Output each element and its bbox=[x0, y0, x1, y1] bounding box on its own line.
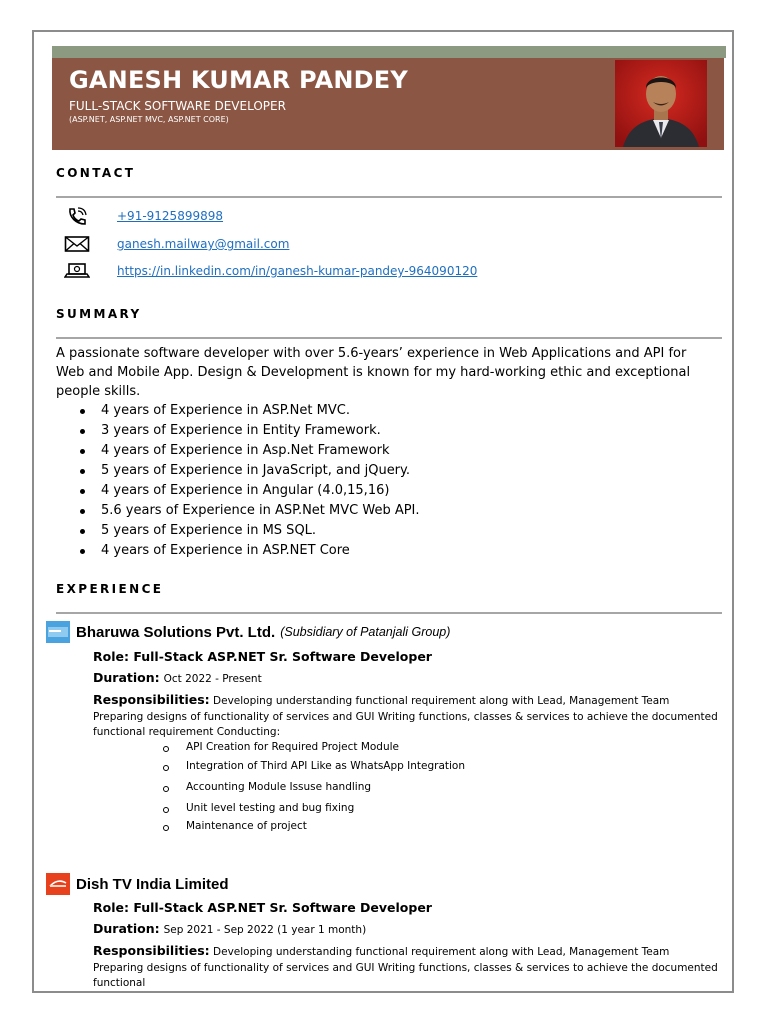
job-1-resp-label: Responsibilities: bbox=[93, 692, 210, 707]
candidate-stack: (ASP.NET, ASP.NET MVC, ASP.NET CORE) bbox=[69, 115, 229, 124]
job-1-company-subsidiary: (Subsidiary of Patanjali Group) bbox=[280, 625, 451, 639]
summary-divider bbox=[56, 337, 722, 339]
job-1-duration-value: Oct 2022 - Present bbox=[163, 673, 262, 685]
candidate-title: FULL-STACK SOFTWARE DEVELOPER bbox=[69, 99, 286, 113]
job-1-resp-text: Developing understanding functional requirement along with Lead, Management Team Preparing designs of functionality of services and GUI Writing functions, classes & services to achieve the documented functional requirement Conducting: bbox=[93, 695, 718, 738]
job-2-duration-label: Duration: bbox=[93, 921, 160, 936]
job-2-duration bbox=[93, 921, 366, 936]
email-link[interactable]: ganesh.mailway@gmail.com bbox=[117, 237, 290, 251]
job-1-task: Unit level testing and bug fixing bbox=[160, 802, 465, 820]
job-2-duration-value: Sep 2021 - Sep 2022 (1 year 1 month) bbox=[163, 924, 367, 936]
job-1-duration-label: Duration: bbox=[93, 670, 160, 685]
dishtv-logo-icon bbox=[46, 873, 70, 895]
job-1-task: Maintenance of project bbox=[160, 820, 465, 838]
summary-bullet-list bbox=[78, 401, 420, 561]
job-2-role: Role: Full-Stack ASP.NET Sr. Software Developer bbox=[93, 900, 432, 915]
job-1-task: Accounting Module Issuse handling bbox=[160, 781, 465, 802]
summary-bullet: 4 years of Experience in Angular (4.0,15,16) bbox=[78, 481, 420, 501]
summary-bullet: 5.6 years of Experience in ASP.Net MVC Web API. bbox=[78, 501, 420, 521]
laptop-icon bbox=[64, 262, 90, 280]
job-1-role: Role: Full-Stack ASP.NET Sr. Software Developer bbox=[93, 649, 432, 664]
summary-bullet: 3 years of Experience in Entity Framework. bbox=[78, 421, 420, 441]
contact-linkedin-row bbox=[64, 261, 478, 281]
header-accent-bar bbox=[52, 46, 726, 58]
summary-bullet: 4 years of Experience in Asp.Net Framework bbox=[78, 441, 420, 461]
contact-divider bbox=[56, 196, 722, 198]
linkedin-link[interactable]: https://in.linkedin.com/in/ganesh-kumar-pandey-964090120 bbox=[117, 264, 478, 278]
bharuwa-logo-icon bbox=[46, 621, 70, 643]
job-1-company-row bbox=[46, 620, 450, 644]
job-1-task-list bbox=[160, 741, 465, 838]
job-2-resp-label: Responsibilities: bbox=[93, 943, 210, 958]
job-2-company-row bbox=[46, 872, 229, 896]
job-1-company-name: Bharuwa Solutions Pvt. Ltd. bbox=[76, 623, 276, 641]
profile-photo bbox=[615, 60, 707, 147]
job-1-duration bbox=[93, 670, 262, 685]
phone-icon bbox=[64, 207, 90, 225]
summary-bullet: 4 years of Experience in ASP.NET Core bbox=[78, 541, 420, 561]
experience-divider bbox=[56, 612, 722, 614]
summary-paragraph: A passionate software developer with over 5.6-years’ experience in Web Applications and API for Web and Mobile App. Design & Development is known for my hard-working ethic and exceptional people skills. bbox=[56, 346, 691, 399]
summary-bullet: 5 years of Experience in MS SQL. bbox=[78, 521, 420, 541]
contact-email-row bbox=[64, 234, 290, 254]
candidate-name: GANESH KUMAR PANDEY bbox=[69, 66, 408, 94]
job-2-company-name: Dish TV India Limited bbox=[76, 875, 229, 893]
contact-phone-row bbox=[64, 206, 224, 226]
job-2-resp-text: Developing understanding functional requirement along with Lead, Management Team Preparing designs of functionality of services and GUI Writing functions, classes & services to achieve the documented functional bbox=[93, 946, 718, 989]
phone-link[interactable]: +91-9125899898 bbox=[117, 209, 224, 223]
mail-icon bbox=[64, 235, 90, 253]
contact-heading: CONTACT bbox=[56, 166, 136, 180]
experience-heading: EXPERIENCE bbox=[56, 582, 164, 596]
resume-header bbox=[52, 58, 724, 150]
summary-bullet: 5 years of Experience in JavaScript, and jQuery. bbox=[78, 461, 420, 481]
job-1-responsibilities bbox=[93, 692, 718, 741]
summary-bullet: 4 years of Experience in ASP.Net MVC. bbox=[78, 401, 420, 421]
job-2-responsibilities bbox=[93, 943, 718, 992]
summary-heading: SUMMARY bbox=[56, 307, 142, 321]
job-1-task: API Creation for Required Project Module bbox=[160, 741, 465, 760]
job-1-task: Integration of Third API Like as WhatsApp Integration bbox=[160, 760, 465, 781]
